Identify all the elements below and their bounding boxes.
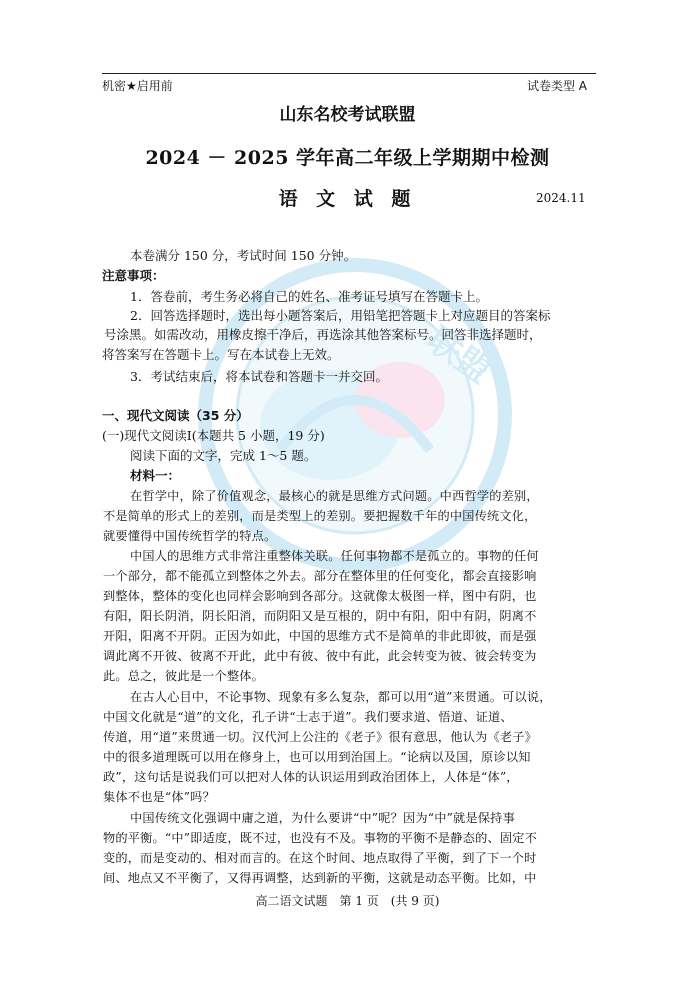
passage-line: 变的，而是变动的、相对而言的。在这个时间、地点取得了平衡，到了下一个时 — [103, 851, 537, 865]
passage-line: 集体不也是“体”吗？ — [103, 790, 215, 804]
passage-line: 开阳，阳离不开阴。正因为如此，中国的思维方式不是简单的非此即彼，而是强 — [103, 629, 537, 643]
notice-item: 号涂黑。如需改动，用橡皮擦干净后，再选涂其他答案标号。回答非选择题时， — [104, 327, 542, 342]
exam-intro: 本卷满分 150 分，考试时间 150 分钟。 — [130, 248, 357, 263]
header-rule — [102, 73, 596, 74]
passage-line: 调此离不开彼、彼离不开此，此中有彼、彼中有此，此会转变为彼、彼会转变为 — [103, 649, 537, 663]
passage-line: 间、地点又不平衡了，又得再调整，达到新的平衡，这就是动态平衡。比如，中 — [103, 871, 537, 885]
paper-type-label: 试卷类型 A — [526, 79, 587, 93]
notice-item: 1．答卷前，考生务必将自己的姓名、准考证号填写在答题卡上。 — [130, 289, 488, 304]
passage-line: 不是简单的形式上的差别，而是类型上的差别。要把握数千年的中国传统文化， — [103, 509, 537, 523]
section-heading: 一、现代文阅读（35 分） — [102, 408, 249, 423]
passage-line: 传道，用“道”来贯通一切。汉代河上公注的《老子》很有意思，他认为《老子》 — [103, 730, 538, 744]
passage-line: 到整体，整体的变化也同样会影响到各部分。这就像太极图一样，图中有阴，也 — [103, 589, 537, 603]
svg-text:联盟: 联盟 — [419, 319, 499, 392]
subsection-heading: (一)现代文阅读Ⅰ(本题共 5 小题，19 分) — [102, 428, 325, 443]
notice-item: 2．回答选择题时，选出每小题答案后，用铅笔把答题卡上对应题目的答案标 — [130, 308, 551, 323]
confidential-label: 机密★启用前 — [102, 79, 173, 93]
material-label: 材料一： — [130, 468, 181, 483]
notice-item: 将答案写在答题卡上。写在本试卷上无效。 — [102, 347, 340, 362]
exam-date: 2024.11 — [536, 191, 586, 205]
notice-title: 注意事项： — [102, 268, 165, 283]
passage-line: 中的很多道理既可以用在修身上，也可以用到治国上。“论病以及国，原诊以知 — [103, 750, 531, 764]
passage-line: 就要懂得中国传统哲学的特点。 — [103, 529, 277, 543]
subject-title: 语 文 试 题 — [278, 188, 417, 210]
passage-line: 有阳，阳长阴消，阴长阳消，而阴阳又是互根的，阴中有阳，阳中有阴，阴离不 — [103, 609, 537, 623]
reading-instruction: 阅读下面的文字，完成 1～5 题。 — [130, 448, 317, 463]
passage-line: 中国人的思维方式非常注重整体关联。任何事物都不是孤立的。事物的任何 — [130, 549, 539, 563]
notice-item: 3．考试结束后，将本试卷和答题卡一并交回。 — [130, 369, 388, 384]
passage-line: 中国传统文化强调中庸之道，为什么要讲“中”呢？因为“中”就是保持事 — [130, 811, 515, 825]
passage-line: 政”，这句话是说我们可以把对人体的认识运用到政治团体上，人体是“体”， — [103, 770, 519, 784]
passage-line: 在哲学中，除了价值观念，最核心的就是思维方式问题。中西哲学的差别， — [130, 489, 539, 503]
page-footer: 高二语文试题 第 1 页 (共 9 页) — [255, 894, 440, 908]
passage-line: 此。总之，彼此是一个整体。 — [103, 669, 265, 683]
exam-title: 2024 － 2025 学年高二年级上学期期中检测 — [145, 147, 550, 169]
organizer-name: 山东名校考试联盟 — [279, 105, 416, 125]
passage-line: 在古人心目中，不论事物、现象有多么复杂，都可以用“道”来贯通。可以说， — [130, 690, 552, 704]
passage-line: 物的平衡。“中”即适度，既不过，也没有不及。事物的平衡不是静态的、固定不 — [103, 831, 538, 845]
passage-line: 一个部分，都不能孤立到整体之外去。部分在整体里的任何变化，都会直接影响 — [103, 569, 537, 583]
passage-line: 中国文化就是“道”的文化，孔子讲“士志于道”。我们要求道、悟道、证道、 — [103, 710, 513, 724]
